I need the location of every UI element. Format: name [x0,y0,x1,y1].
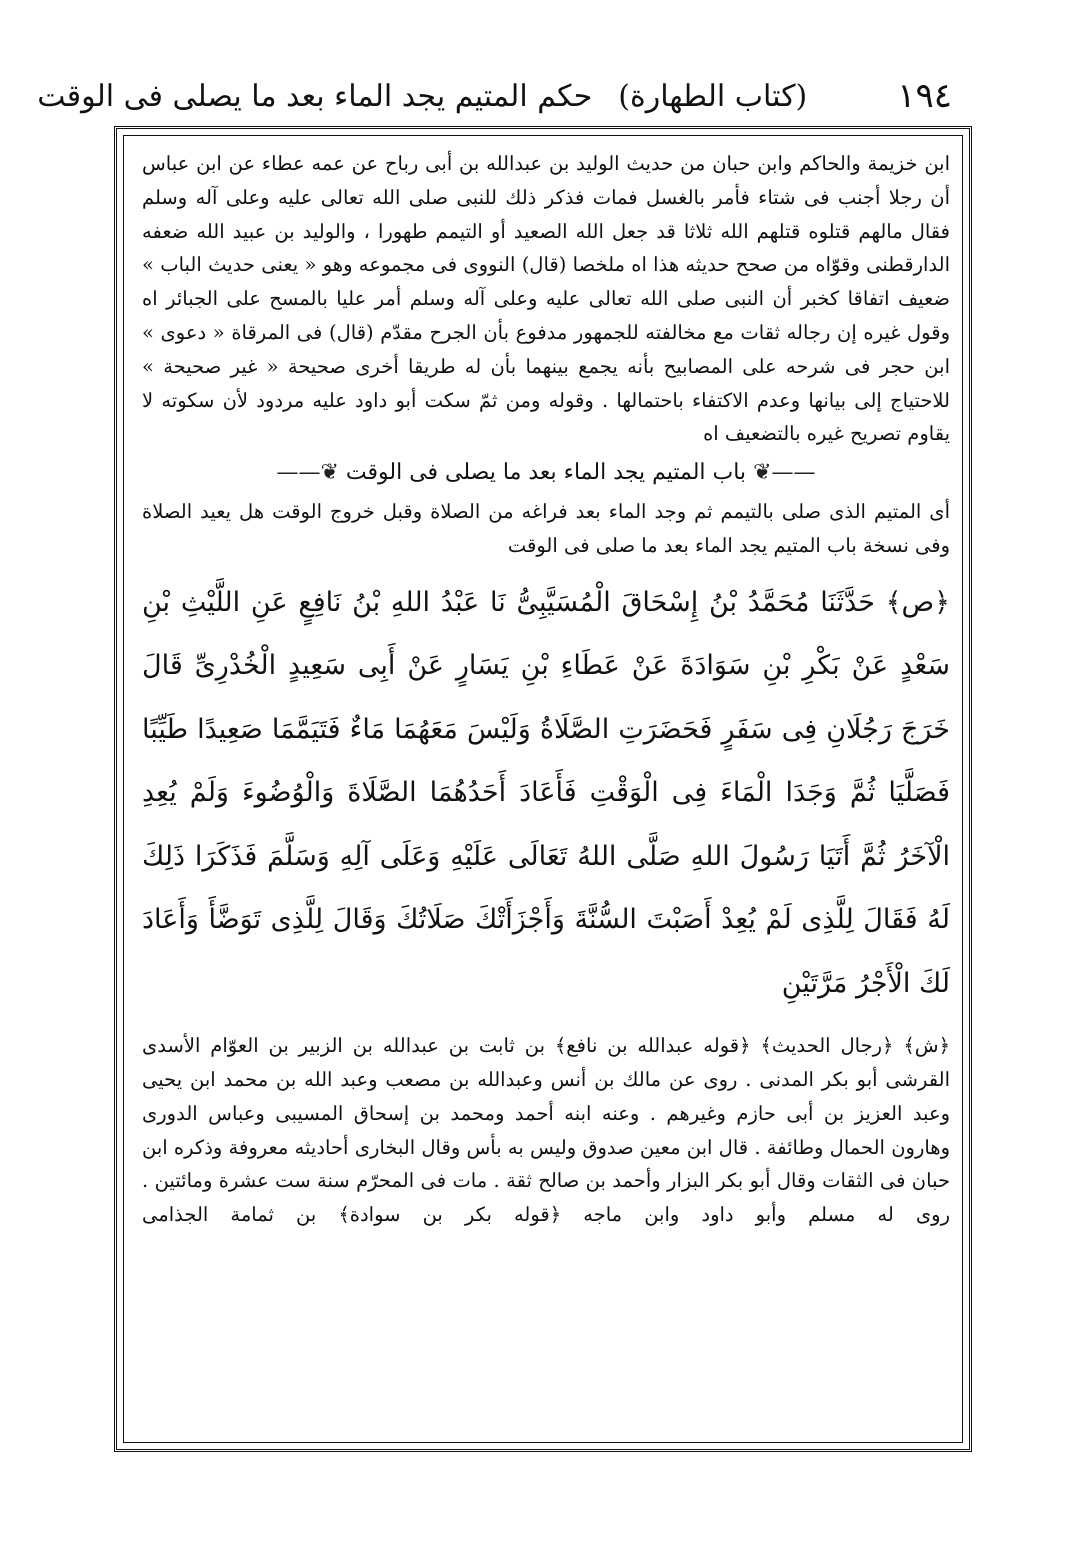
sharh-line: ابن يحيى وعبد العزيز بن أبى حازم وغيرهم . وعنه ابنه أحمد ومحمد بن إسحاق المسيبى وعباس الدورى [142,1068,950,1125]
hadith-line: فَأَعَادَ أَحَدُهُمَا الصَّلَاةَ وَالْوُضُوءَ وَلَمْ يُعِدِ الْآخَرُ ثُمَّ أَتَيَا رَسُولَ اللهِ صَلَّى اللهُ تَعَالَى عَلَيْهِ [142,777,950,872]
commentary-line: للاحتياج إلى بيانها وعدم الاكتفاء باحتمالها . وقوله ومن ثمّ سكت أبو داود عليه مردود لأن [222,388,950,412]
commentary-line: فقال مالهم قتلوه قتلهم الله ثلاثا قد جعل الله الصعيد أو التيمم طهورا ، والوليد بن عبيد الله ضعفه [142,219,950,243]
hadith-text [142,571,950,1016]
commentary-line: سكوته لا يقاوم تصريح غيره بالتضعيف اه [142,388,950,446]
commentary-line: الدارقطنى وقوّاه من صحح حديثه هذا اه ملخصا (قال) النووى فى مجموعه وهو « يعنى حديث [208,253,950,277]
explanation-line: أى المتيم الذى صلى بالتيمم ثم وجد الماء بعد فراغه من الصلاة وقبل خروج الوقت هل يعيد الصلاة [142,500,950,524]
sharh-line: ﴿ش﴾ ﴿رجال الحديث﴾ ﴿قوله عبدالله بن نافع﴾ بن ثابت بن عبدالله بن الزبير بن العوّام [210,1034,950,1058]
explanation-line: وفى نسخة باب المتيم يجد الماء بعد ما صلى فى الوقت [507,533,950,557]
sharh-line: الأسدى القرشى أبو بكر المدنى . روى عن مالك بن أنس وعبدالله بن مصعب وعبد الله بن محمد [142,1034,951,1092]
chapter-heading-text: باب المتيم يجد الماء بعد ما يصلى فى الوقت [345,460,747,486]
hadith-line: لِلَّذِى تَوَضَّأَ وَأَعَادَ لَكَ الْأَجْرُ مَرَّتَيْنِ [142,904,950,999]
commentary-line: عباس أن رجلا أجنب فى شتاء فأمر بالغسل فمات فذكر ذلك للنبى صلى الله تعالى عليه وعلى آله وسلم [142,152,950,209]
section-title: حكم المتيم يجد الماء بعد ما يصلى فى الوقت [37,78,593,114]
sharh-line: وذكره ابن حبان فى الثقات وقال أبو بكر البزار وأحمد بن صالح ثقة . مات فى المحرّم سنة ست [142,1135,951,1193]
chapter-heading [142,453,950,493]
sharh-commentary [142,1029,950,1232]
page-content [142,147,950,1232]
hadith-line: بَكْرِ بْنِ سَوَادَةَ عَنْ عَطَاءِ بْنِ يَسَارٍ عَنْ أَبِى سَعِيدٍ الْخُدْرِىِّ قَالَ خَرَجَ رَجُلَانِ فِى سَفَرٍ [142,650,950,745]
chapter-explanation [142,495,950,563]
commentary-line: وقول غيره إن رجاله ثقات مع مخالفته للجمهور مدفوع بأن الجرح مقدّم (قال) فى المرقاة [231,320,950,344]
book-title: (كتاب الطهارة) [618,78,808,114]
sharh-line: وهارون الحمال وطائفة . قال ابن معين صدوق وليس به بأس وقال البخارى أحاديثه معروفة [228,1135,951,1159]
page-number: ١٩٤ [897,76,952,116]
commentary-block [142,147,950,451]
commentary-line: « دعوى » ابن حجر فى شرحه على المصابيح بأنه يجمع بينهما بأن له طريقا أخرى صحيحة « غير صحيحة » [142,320,950,378]
page-header [37,72,952,120]
ornament-right-icon: ❦—— [276,460,339,486]
ornament-left-icon: ——❦ [753,460,816,486]
hadith-line: ﴿ص﴾ حَدَّثَنَا مُحَمَّدُ بْنُ إِسْحَاقَ الْمُسَيَّبِىُّ نَا عَبْدُ اللهِ بْنُ نَافِعٍ عَنِ اللَّيْثِ بْنِ سَعْدٍ عَنْ [142,586,950,682]
commentary-line: الباب » ضعيف اتفاقا كخبر أن النبى صلى الله تعالى عليه وعلى آله وسلم أمر عليا بالمسح على الجبائر اه [142,253,950,311]
commentary-line: ابن خزيمة والحاكم وابن حبان من حديث الوليد بن عبدالله بن أبى رباح عن عمه عطاء عن ابن [196,152,951,175]
hadith-line: فَحَضَرَتِ الصَّلَاةُ وَلَيْسَ مَعَهُمَا مَاءٌ فَتَيَمَّمَا صَعِيدًا طَيِّبًا فَصَلَّيَا ثُمَّ وَجَدَا الْمَاءَ فِى الْوَقْتِ [142,713,950,809]
hadith-line: وَعَلَى آلِهِ وَسَلَّمَ فَذَكَرَا ذَلِكَ لَهُ فَقَالَ لِلَّذِى لَمْ يُعِدْ أَصَبْتَ السُّنَّةَ وَأَجْزَأَتْكَ صَلَاتُكَ وَقَالَ [142,840,950,936]
sharh-line: عشرة ومائتين . روى له مسلم وأبو داود وابن ماجه ﴿قوله بكر بن سوادة﴾ بن ثمامة الجذامى [142,1169,950,1227]
